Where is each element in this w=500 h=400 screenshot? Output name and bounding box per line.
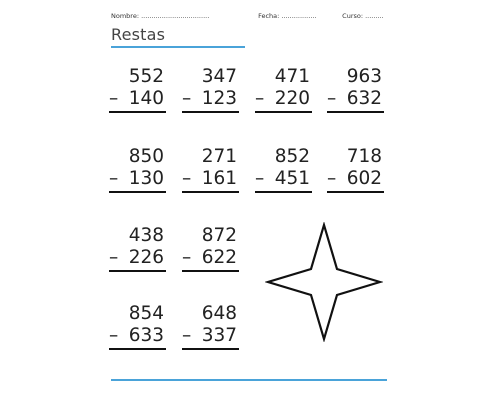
subtrahend: 451 [274, 168, 310, 189]
subtraction-problem-3 [255, 66, 312, 113]
worksheet-title: Restas [111, 25, 166, 44]
subtrahend: 632 [346, 88, 382, 109]
course-field-label: Curso: ......... [342, 12, 384, 20]
subtraction-problem-2 [182, 66, 239, 113]
answer-line [255, 191, 312, 193]
subtraction-problem-9 [109, 225, 166, 272]
answer-line [182, 270, 239, 272]
minuend: 872 [201, 225, 237, 246]
minus-sign: – [255, 168, 265, 189]
minuend: 347 [201, 66, 237, 87]
worksheet-header [111, 12, 391, 20]
minuend: 271 [201, 146, 237, 167]
answer-line [182, 348, 239, 350]
minus-sign: – [109, 88, 119, 109]
subtraction-problem-11 [109, 303, 166, 350]
answer-line [327, 111, 384, 113]
answer-line [327, 191, 384, 193]
title-underline [111, 46, 245, 48]
answer-line [182, 111, 239, 113]
subtrahend: 220 [274, 88, 310, 109]
minuend: 552 [128, 66, 164, 87]
subtraction-problem-6 [182, 146, 239, 193]
minuend: 850 [128, 146, 164, 167]
answer-line [255, 111, 312, 113]
minus-sign: – [327, 88, 337, 109]
answer-line [109, 348, 166, 350]
subtrahend: 337 [201, 325, 237, 346]
subtrahend: 602 [346, 168, 382, 189]
footer-rule [111, 379, 387, 381]
minus-sign: – [182, 325, 192, 346]
subtraction-problem-8 [327, 146, 384, 193]
minus-sign: – [109, 168, 119, 189]
star-graphic [265, 222, 383, 342]
minus-sign: – [255, 88, 265, 109]
minuend: 718 [346, 146, 382, 167]
minus-sign: – [182, 247, 192, 268]
answer-line [109, 111, 166, 113]
minus-sign: – [182, 168, 192, 189]
minuend: 648 [201, 303, 237, 324]
subtraction-problem-4 [327, 66, 384, 113]
answer-line [182, 191, 239, 193]
answer-line [109, 270, 166, 272]
minuend: 438 [128, 225, 164, 246]
subtrahend: 140 [128, 88, 164, 109]
minus-sign: – [109, 247, 119, 268]
minuend: 471 [274, 66, 310, 87]
subtraction-problem-7 [255, 146, 312, 193]
minuend: 852 [274, 146, 310, 167]
subtrahend: 123 [201, 88, 237, 109]
minuend: 854 [128, 303, 164, 324]
subtraction-problem-5 [109, 146, 166, 193]
subtraction-problem-1 [109, 66, 166, 113]
name-field-label: Nombre: ................................. [111, 12, 210, 20]
answer-line [109, 191, 166, 193]
minus-sign: – [327, 168, 337, 189]
subtrahend: 633 [128, 325, 164, 346]
minuend: 963 [346, 66, 382, 87]
subtraction-problem-10 [182, 225, 239, 272]
date-field-label: Fecha: ................. [258, 12, 317, 20]
subtrahend: 226 [128, 247, 164, 268]
subtrahend: 622 [201, 247, 237, 268]
minus-sign: – [109, 325, 119, 346]
subtrahend: 161 [201, 168, 237, 189]
subtrahend: 130 [128, 168, 164, 189]
minus-sign: – [182, 88, 192, 109]
four-point-star-icon [265, 222, 383, 346]
subtraction-problem-12 [182, 303, 239, 350]
